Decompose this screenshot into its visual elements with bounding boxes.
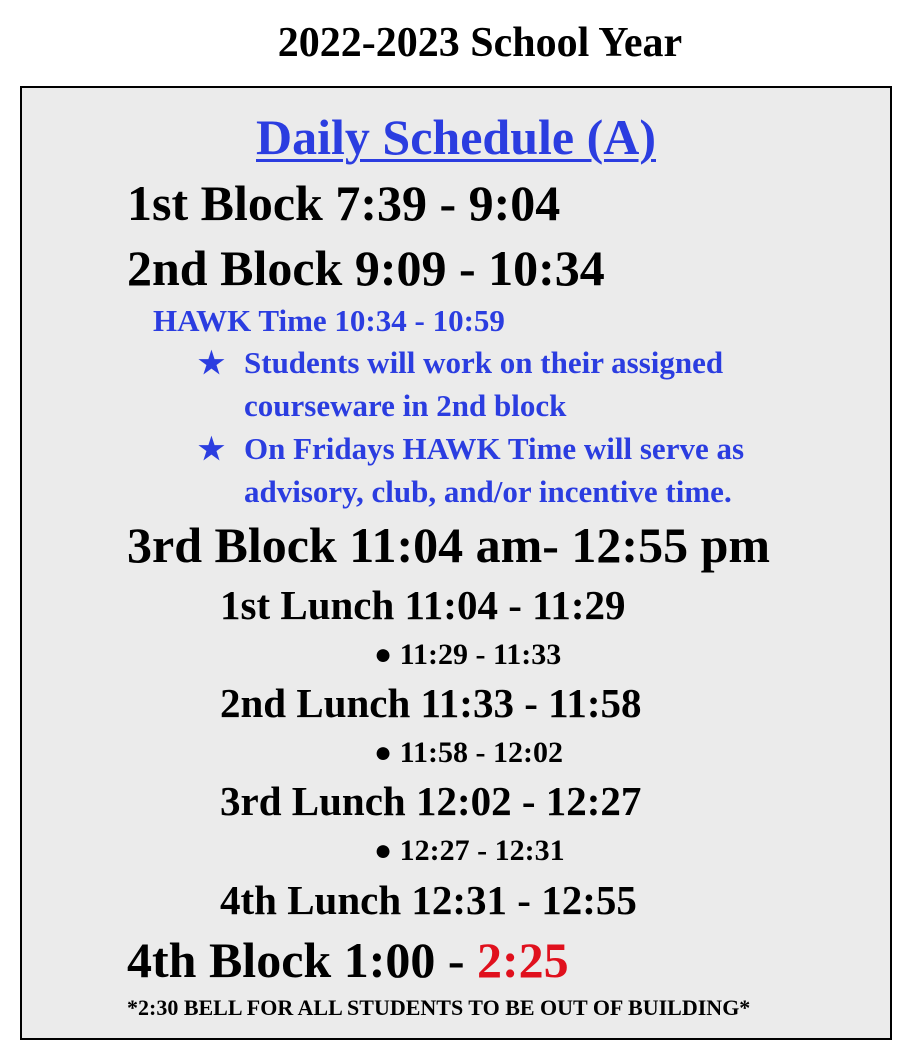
lunch-2: 2nd Lunch 11:33 - 11:58: [220, 680, 642, 726]
block-4: 4th Block 1:00 - 2:25: [127, 932, 569, 988]
dot-icon: ●: [374, 834, 400, 867]
passing-period: ● 12:27 - 12:31: [374, 834, 565, 867]
lunch-4: 4th Lunch 12:31 - 12:55: [220, 877, 637, 923]
schedule-heading: Daily Schedule (A): [256, 109, 656, 165]
star-icon: ★: [198, 347, 225, 380]
block-3: 3rd Block 11:04 am- 12:55 pm: [127, 517, 771, 573]
page-title: 2022-2023 School Year: [277, 20, 683, 66]
block-2: 2nd Block 9:09 - 10:34: [127, 240, 605, 296]
dot-icon: ●: [374, 638, 400, 671]
note-line: On Fridays HAWK Time will serve as: [244, 431, 745, 466]
lunch-3: 3rd Lunch 12:02 - 12:27: [220, 778, 642, 824]
footnote: *2:30 BELL FOR ALL STUDENTS TO BE OUT OF BUILDING*: [127, 995, 751, 1020]
passing-period: ● 11:58 - 12:02: [374, 736, 563, 769]
note-line: courseware in 2nd block: [244, 388, 567, 423]
hawk-time: HAWK Time 10:34 - 10:59: [153, 303, 505, 338]
note-line: Students will work on their assigned: [244, 345, 724, 380]
passing-period: ● 11:29 - 11:33: [374, 638, 562, 671]
note-line: advisory, club, and/or incentive time.: [244, 474, 732, 509]
star-icon: ★: [198, 433, 225, 466]
dot-icon: ●: [374, 736, 400, 769]
block-1: 1st Block 7:39 - 9:04: [127, 175, 561, 231]
lunch-1: 1st Lunch 11:04 - 11:29: [220, 582, 626, 628]
block-4-end-time: 2:25: [477, 932, 569, 988]
